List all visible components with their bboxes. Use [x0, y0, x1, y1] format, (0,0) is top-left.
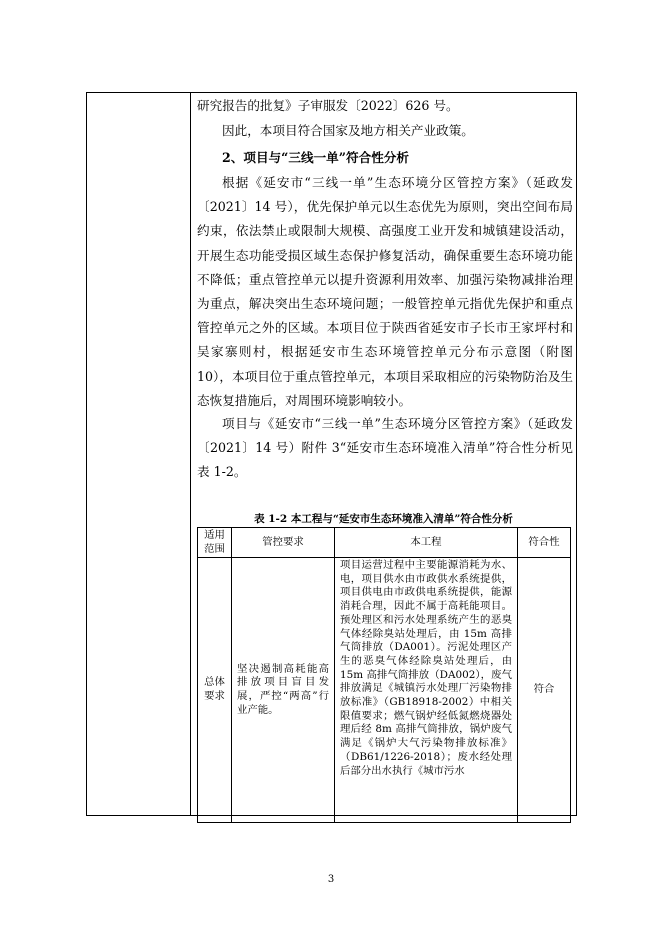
- table-row: [198, 558, 571, 823]
- table-header-row: [198, 528, 571, 558]
- cell-requirement: 坚决遏制高耗能高排放项目盲目发展，严控“两高”行业产能。: [232, 558, 335, 823]
- paragraph-analysis: 根据《延安市“三线一单”生态环境分区管控方案》（延政发〔2021〕14 号），优先保护单元以生态优先为原则，突出空间布局约束，依法禁止或限制大规模、高强度工业开发和城镇建设活动，开展生态功能受损区域生态保护修复活动，确保重要生态环境功能不降低；重点管控单元以提升资源利用效率、加强污染物减排治理为重点，解决突出生态环境问题；一般管控单元指优先保护和重点管控单元之外的区域。本项目位于陕西省延安市子长市王家坪村和吴家寨则村，根据延安市生态环境管控单元分布示意图（附图 10），本项目位于重点管控单元，本项目采取相应的污染物防治及生态恢复措施后，对周围环境影响较小。: [197, 175, 573, 408]
- document-frame: [86, 92, 577, 816]
- paragraph-line1: 研究报告的批复》子审服发〔2022〕626 号。: [197, 98, 459, 113]
- header-project: 本工程: [335, 528, 518, 558]
- page-number: 3: [327, 874, 335, 885]
- paragraph-table-intro: 项目与《延安市“三线一单”生态环境分区管控方案》（延政发〔2021〕14 号）附件 3“延安市生态环境准入清单”符合性分析见表 1-2。: [197, 416, 573, 480]
- table-caption: 表 1-2 本工程与“延安市生态环境准入清单”符合性分析: [254, 513, 513, 525]
- header-requirement: 管控要求: [232, 528, 335, 558]
- left-column: [87, 93, 191, 815]
- cell-project: [335, 558, 518, 823]
- cell-project-text: 项目运营过程中主要能源消耗为水、电，项目供水由市政供水系统提供，项目供电由市政供电系统提供，能源消耗合理，因此不属于高耗能项目。预处理区和污水处理系统产生的恶臭气体经除臭站处理后，由 15m 高排气筒排放（DA001）。污泥处理区产生的恶臭气体经除臭站处理后，由 15m 高排气筒排放（DA002），废气排放满足《城镇污水处理厂污染物排放标准》（GB18918-2002）中相关限值要求；燃气锅炉经低氮燃烧器处理后经 8m 高排气筒排放，锅炉废气满足《锅炉大气污染物排放标准》（DB61/1226-2018）；废水经处理后部分出水执行《城市污水: [340, 559, 512, 777]
- cell-scope: 总体要求: [198, 558, 232, 823]
- paragraph-conclusion: 因此，本项目符合国家及地方相关产业政策。: [222, 123, 474, 138]
- header-scope: 适用范围: [198, 528, 232, 558]
- section-heading: 2、项目与“三线一单”符合性分析: [222, 150, 409, 165]
- header-compliance: 符合性: [518, 528, 571, 558]
- cell-compliance: 符合: [518, 558, 571, 823]
- compliance-table: [197, 527, 571, 823]
